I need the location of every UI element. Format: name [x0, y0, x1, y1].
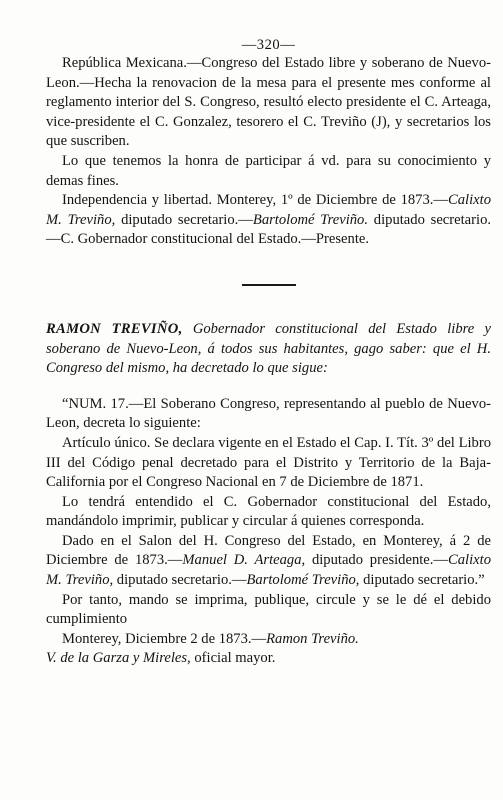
decree-heading [46, 320, 491, 379]
notice-date: Independencia y libertad. Monterey, 1º de Diciembre de 1873.— [62, 192, 449, 209]
signature-ramon: Ramon Treviño. [266, 630, 359, 647]
closing-role: oficial mayor. [190, 650, 276, 667]
notice-paragraph-1: República Mexicana.—Congreso del Estado libre y soberano de Nuevo-Leon.—Hecha la renovacion de la mesa para el presente mes conforme al reglamento interior del S. Congreso, resultó electo presidente el C. Arteaga, vice-presidente el C. Gonzalez, tesorero el C. Treviño (J), y secretarios los que suscriben. [46, 55, 491, 150]
closing-paragraph-2 [46, 630, 491, 669]
decree-role-1: diputado presidente.— [305, 552, 449, 569]
signature-arteaga: Manuel D. Arteaga, [182, 552, 306, 569]
signature-bartolome-2: Bartolomé Treviño, [246, 572, 360, 589]
article-label: Artículo único. [62, 434, 151, 451]
notice-paragraph-3 [46, 191, 491, 250]
signature-calixto: Calixto M. Treviño, [46, 192, 491, 228]
signature-bartolome: Bartolomé Treviño. [252, 211, 369, 228]
decree-heading-text: Gobernador constitucional del Estado libre y soberano de Nuevo-Leon, á todos sus habitantes, gago saber: que el H. Congreso del mismo, ha decretado lo que sigue: [46, 320, 491, 377]
notice-role-1: diputado secretario.— [115, 211, 253, 228]
decree-paragraph-3: Lo tendrá entendido el C. Gobernador constitucional del Estado, mandándolo imprimir, publicar y circular á quienes corresponda. [46, 493, 491, 530]
section-divider [242, 284, 296, 286]
governor-decree [46, 320, 491, 669]
signature-calixto-2: Calixto M. Treviño, [46, 552, 492, 589]
decree-role-3: diputado secretario.” [359, 572, 485, 589]
notice-paragraph-2: Lo que tenemos la honra de participar á vd. para su conocimiento y demas fines. [46, 152, 491, 189]
governor-name: RAMON TREVIÑO, [46, 320, 183, 337]
decree-role-2: diputado secretario.— [113, 572, 247, 589]
article-text: Se declara vigente en el Estado el Cap. I. Tít. 3º del Libro III del Código penal decretado para el Distrito y Territorio de la Baja-California por el Congreso Nacional en 7 de Diciembre de 1871. [46, 434, 491, 491]
page-number: —320— [241, 37, 296, 53]
decree-date: Dado en el Salon del H. Congreso del Estado, en Monterey, á 2 de Diciembre de 1873.— [46, 532, 491, 569]
decree-paragraph-2 [46, 434, 491, 493]
closing-paragraph-1: Por tanto, mando se imprima, publique, circule y se le dé el debido cumplimiento [46, 591, 491, 628]
signature-garza: V. de la Garza y Mireles, [46, 650, 191, 667]
decree-paragraph-4 [46, 532, 491, 591]
closing-date: Monterey, Diciembre 2 de 1873.— [62, 630, 267, 647]
congress-notice [46, 54, 491, 250]
notice-closing: diputado secretario.—C. Gobernador constitucional del Estado.—Presente. [46, 211, 492, 248]
decree-paragraph-1: “NUM. 17.—El Soberano Congreso, representando al pueblo de Nuevo-Leon, decreta lo siguiente: [46, 395, 491, 432]
